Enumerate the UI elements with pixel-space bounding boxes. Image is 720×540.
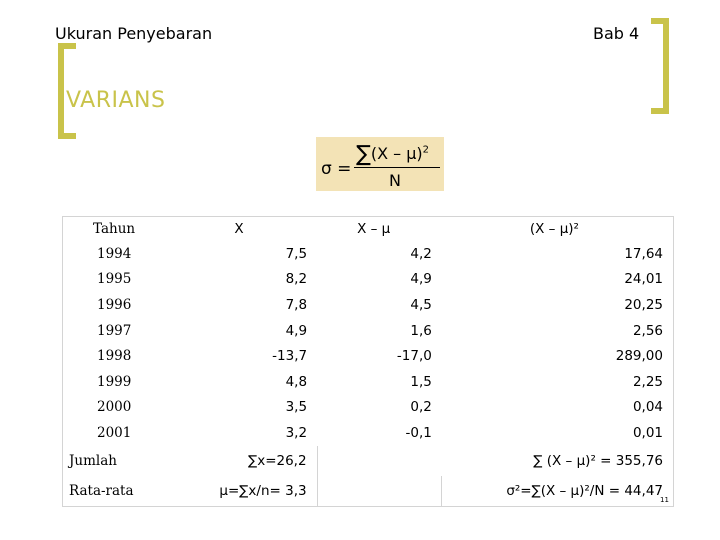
- table-header-row: [63, 217, 674, 242]
- cell-squared: 2,56: [632, 322, 663, 339]
- cell-year: 1997: [97, 322, 132, 339]
- cell-x: 7,5: [285, 245, 308, 262]
- page-number: 11: [660, 496, 669, 504]
- table-row: [63, 369, 674, 395]
- cell-squared: 2,25: [632, 373, 663, 390]
- cell-squared: 24,01: [624, 271, 663, 288]
- sum-symbol: ∑: [356, 142, 371, 167]
- cell-year: 1995: [97, 271, 132, 288]
- col-header-deviation: X – μ: [357, 221, 391, 237]
- cell-deviation: -0,1: [405, 424, 432, 441]
- jumlah-squared: ∑ (X – μ)² = 355,76: [533, 452, 663, 469]
- cell-year: 1996: [97, 296, 132, 313]
- cell-x: 8,2: [285, 271, 308, 288]
- jumlah-x: ∑x=26,2: [248, 452, 307, 469]
- cell-year: 1994: [97, 245, 132, 262]
- cell-deviation: -17,0: [396, 348, 432, 365]
- cell-squared: 0,04: [632, 399, 663, 416]
- header-chapter-topic: Ukuran Penyebaran: [55, 24, 213, 43]
- rata-rata-variance: σ²=∑(X – μ)²/N = 44,47: [506, 482, 663, 499]
- cell-x: 4,8: [285, 373, 308, 390]
- jumlah-row: [63, 446, 674, 476]
- cell-x: 3,2: [285, 424, 308, 441]
- rata-rata-label: Rata-rata: [69, 482, 134, 499]
- formula-numerator: [356, 140, 429, 165]
- right-bracket-decoration: [651, 18, 669, 114]
- table-row: [63, 395, 674, 421]
- col-header-x: X: [234, 221, 244, 237]
- cell-year: 2001: [97, 424, 132, 441]
- cell-x: 3,5: [285, 399, 308, 416]
- cell-year: 2000: [97, 399, 132, 416]
- variance-table: [62, 216, 674, 507]
- cell-x: -13,7: [272, 348, 308, 365]
- cell-squared: 20,25: [624, 296, 663, 313]
- cell-deviation: 4,5: [410, 296, 432, 313]
- table-row: [63, 241, 674, 267]
- formula-denominator: N: [389, 171, 401, 190]
- rata-rata-row: [63, 476, 674, 507]
- col-header-squared: (X – μ)²: [529, 221, 579, 237]
- cell-deviation: 1,5: [410, 373, 432, 390]
- formula-numerator-term: (X – μ): [370, 144, 423, 163]
- rata-rata-x: μ=∑x/n= 3,3: [219, 482, 307, 499]
- cell-squared: 17,64: [624, 245, 663, 262]
- table-row: [63, 267, 674, 293]
- cell-deviation: 4,9: [410, 271, 432, 288]
- header-chapter-number: Bab 4: [593, 24, 640, 43]
- table-row: [63, 292, 674, 318]
- fraction-bar: [354, 167, 440, 168]
- cell-deviation: 0,2: [410, 399, 432, 416]
- cell-x: 4,9: [285, 322, 308, 339]
- table-row: [63, 318, 674, 344]
- variance-formula: [316, 137, 444, 191]
- cell-deviation: 4,2: [410, 245, 432, 262]
- cell-squared: 0,01: [632, 424, 663, 441]
- col-header-tahun: Tahun: [93, 221, 136, 237]
- formula-exponent: 2: [422, 144, 429, 156]
- cell-year: 1999: [97, 373, 132, 390]
- cell-squared: 289,00: [615, 348, 663, 365]
- cell-x: 7,8: [285, 296, 308, 313]
- table-row: [63, 343, 674, 369]
- slide-title: VARIANS: [66, 88, 166, 113]
- cell-year: 1998: [97, 348, 132, 365]
- jumlah-label: Jumlah: [69, 452, 117, 469]
- cell-deviation: 1,6: [410, 322, 432, 339]
- table-row: [63, 420, 674, 446]
- formula-lhs: σ =: [321, 159, 352, 179]
